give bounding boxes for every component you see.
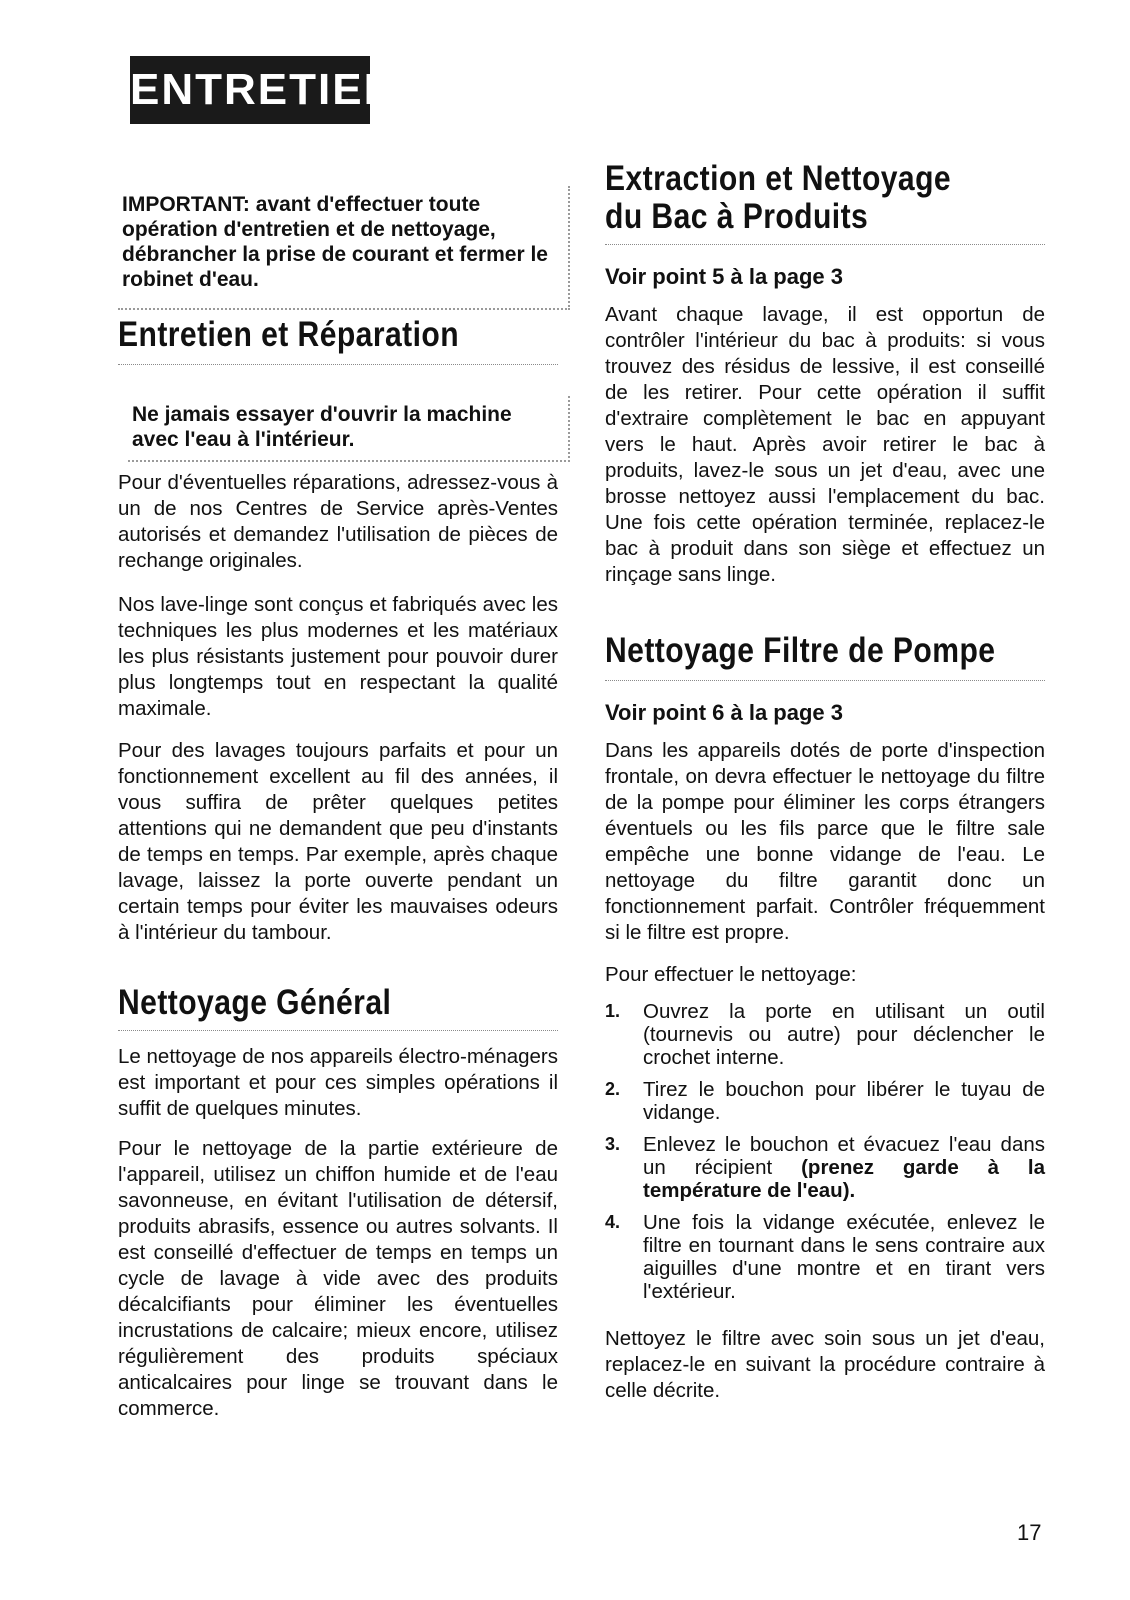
step-text: Ouvrez la porte en utilisant un outil (tournevis ou autre) pour déclencher le crochet interne. — [643, 1000, 1045, 1069]
step-number: 1. — [605, 1001, 621, 1021]
paragraph-steps-intro: Pour effectuer le nettoyage: — [605, 963, 857, 986]
paragraph-closing: Nettoyez le filtre avec soin sous un jet d'eau, replacez-le en suivant la procédure contraire à celle décrite. — [605, 1327, 1045, 1402]
important-note: IMPORTANT: avant d'effectuer toute opération d'entretien et de nettoyage, débrancher la prise de courant et fermer le robinet d'eau. — [118, 186, 570, 310]
paragraph-filtre-pompe: Dans les appareils dotés de porte d'inspection frontale, on devra effectuer le nettoyage du filtre de la pompe pour éliminer les corps étrangers éventuels ou les fils parce que le filtre sale empêche une bonne vidange de l'eau. Le nettoyage du filtre garantit donc un fonctionnement parfait. Contrôler fréquemment si le filtre est propre. — [605, 739, 1045, 944]
section-divider — [118, 364, 558, 365]
section-heading-filtre-pompe: Nettoyage Filtre de Pompe — [605, 631, 996, 670]
paragraph-bac-produits: Avant chaque lavage, il est opportun de contrôler l'intérieur du bac à produits: si vous trouvez des résidus de lessive, il est conseillé de les retirer. Pour cette opération il suffit d'extraire complètement le bac en appuyant vers le haut. Après avoir retirer le bac à produits, lavez-le sous un jet d'eau, avec une brosse nettoyez aussi l'emplacement du bac. Une fois cette opération terminée, replacez-le bac à produit dans son siège et effectuez un rinçage sans linge. — [605, 303, 1045, 586]
step-number: 2. — [605, 1079, 621, 1099]
section-heading-extraction-line2: du Bac à Produits — [605, 197, 869, 236]
paragraph-exterior-cleaning: Pour le nettoyage de la partie extérieure de l'appareil, utilisez un chiffon humide et de l'eau savonneuse, en évitant l'utilisation de détersif, produits abrasifs, essence ou autres solvants. Il est conseillé d'effectuer de temps en temps un cycle de lavage à vide avec des produits décalcifiants pour éliminer les éventuelles incrustations de calcaire; mieux encore, utilisez régulièrement des produits spéciaux anticalcaires pour linge se trouvant dans le commerce. — [118, 1137, 558, 1420]
step-number: 4. — [605, 1212, 621, 1232]
step-text: Une fois la vidange exécutée, enlevez le filtre en tournant dans le sens contraire aux aiguilles d'une montre et en tirant vers l'extérieur. — [643, 1211, 1045, 1303]
step-text: Tirez le bouchon pour libérer le tuyau de vidange. — [643, 1078, 1045, 1124]
page-title: ENTRETIEN — [130, 56, 370, 124]
page-number: 17 — [1017, 1520, 1042, 1545]
section-divider — [118, 1030, 558, 1031]
list-item — [605, 1000, 1045, 1069]
step-number: 3. — [605, 1134, 621, 1154]
paragraph-repairs: Pour d'éventuelles réparations, adressez-vous à un de nos Centres de Service après-Ventes autorisés et demandez l'utilisation de pièces de rechange originales. — [118, 471, 558, 572]
paragraph-cleaning-intro: Le nettoyage de nos appareils électro-ménagers est important et pour ces simples opérations il suffit de quelques minutes. — [118, 1045, 558, 1120]
cleaning-steps-list — [605, 1000, 1045, 1312]
subheading-voir-point-6: Voir point 6 à la page 3 — [605, 700, 843, 725]
paragraph-care-tips: Pour des lavages toujours parfaits et pour un fonctionnement excellent au fil des années, il vous suffira de prêter quelques petites attentions qui ne demandent que peu d'instants de temps en temps. Par exemple, après chaque lavage, laissez la porte ouverte pendant un certain temps pour éviter les mauvaises odeurs à l'intérieur du tambour. — [118, 739, 558, 944]
step-bold-text: (prenez garde à la température de l'eau). — [643, 1156, 1046, 1202]
list-item — [605, 1211, 1045, 1303]
section-heading-extraction-line1: Extraction et Nettoyage — [605, 159, 952, 198]
section-heading-nettoyage-general: Nettoyage Général — [118, 983, 392, 1022]
subheading-voir-point-5: Voir point 5 à la page 3 — [605, 264, 843, 289]
list-item — [605, 1133, 1045, 1202]
step-text: Enlevez le bouchon et évacuez l'eau dans un récipient — [643, 1133, 1045, 1179]
repair-warning-note: Ne jamais essayer d'ouvrir la machine avec l'eau à l'intérieur. — [128, 396, 570, 462]
section-divider — [605, 680, 1045, 681]
paragraph-machines: Nos lave-linge sont conçus et fabriqués avec les techniques les plus modernes et les matériaux les plus résistants justement pour pouvoir durer plus longtemps tout en respectant la qualité maximale. — [118, 593, 558, 720]
section-heading-entretien-reparation: Entretien et Réparation — [118, 315, 460, 354]
list-item — [605, 1078, 1045, 1124]
section-divider — [605, 244, 1045, 245]
